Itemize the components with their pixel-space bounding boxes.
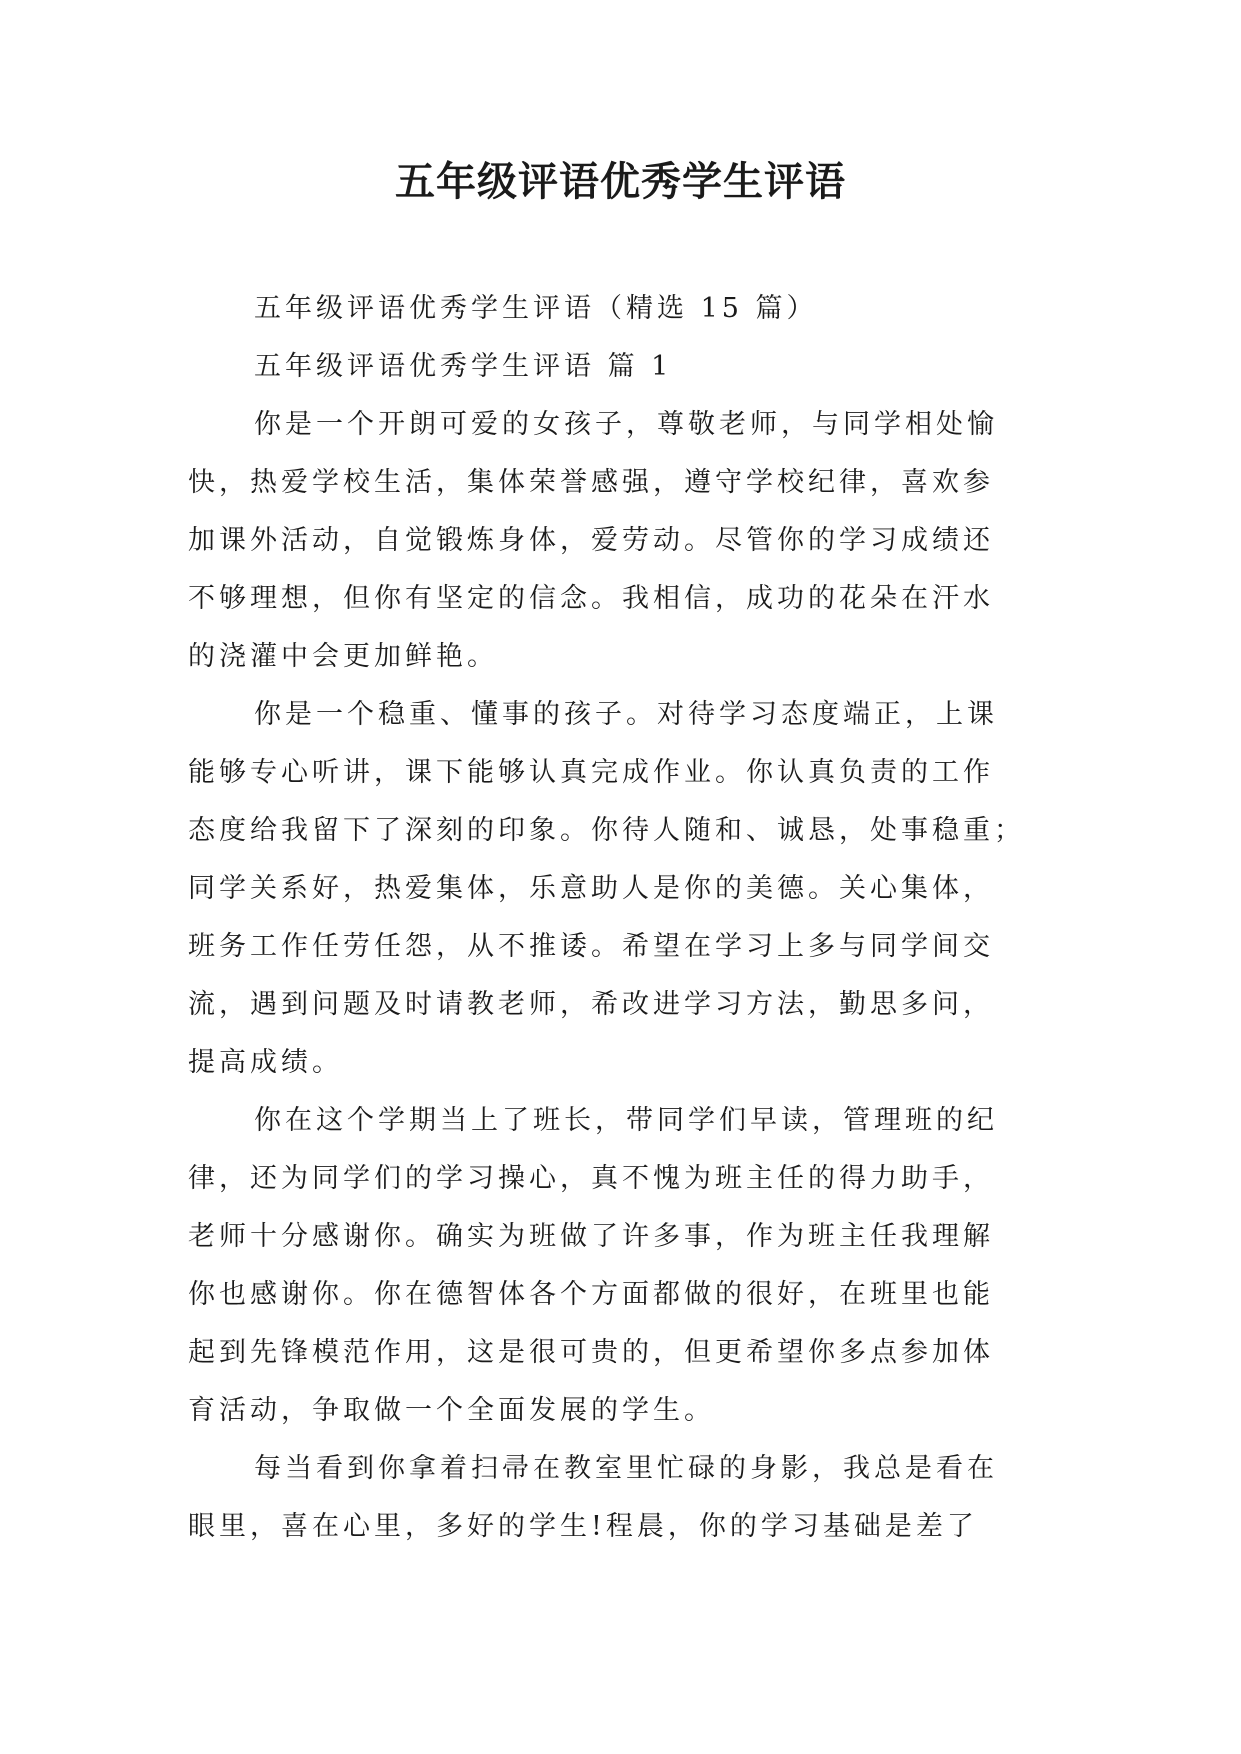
paragraph-line: 老师十分感谢你。确实为班做了许多事，作为班主任我理解	[188, 1221, 994, 1252]
paragraph-line: 你也感谢你。你在德智体各个方面都做的很好，在班里也能	[188, 1279, 994, 1310]
document-title: 五年级评语优秀学生评语	[395, 159, 846, 205]
document-subtitle: 五年级评语优秀学生评语（精选 15 篇）	[254, 293, 818, 324]
paragraph-line: 起到先锋模范作用，这是很可贵的，但更希望你多点参加体	[188, 1337, 994, 1368]
paragraph-3	[188, 1092, 1068, 1440]
paragraph-1	[188, 396, 1068, 686]
paragraph-line: 加课外活动，自觉锻炼身体，爱劳动。尽管你的学习成绩还	[188, 525, 994, 556]
paragraph-line: 眼里，喜在心里，多好的学生!程晨，你的学习基础是差了	[188, 1511, 978, 1542]
paragraph-line: 能够专心听讲，课下能够认真完成作业。你认真负责的工作	[188, 757, 994, 788]
paragraph-line: 态度给我留下了深刻的印象。你待人随和、诚恳，处事稳重；	[188, 815, 1025, 846]
document-body	[188, 280, 1068, 1556]
paragraph-2	[188, 686, 1068, 1092]
paragraph-line: 律，还为同学们的学习操心，真不愧为班主任的得力助手，	[188, 1163, 994, 1194]
paragraph-line: 提高成绩。	[188, 1047, 343, 1078]
paragraph-line: 育活动，争取做一个全面发展的学生。	[188, 1395, 715, 1426]
paragraph-line: 你是一个开朗可爱的女孩子，尊敬老师，与同学相处愉	[254, 409, 998, 440]
paragraph-line: 的浇灌中会更加鲜艳。	[188, 641, 498, 672]
paragraph-line: 不够理想，但你有坚定的信念。我相信，成功的花朵在汗水	[188, 583, 994, 614]
paragraph-line: 班务工作任劳任怨，从不推诿。希望在学习上多与同学间交	[188, 931, 994, 962]
paragraph-line: 快，热爱学校生活，集体荣誉感强，遵守学校纪律，喜欢参	[188, 467, 994, 498]
paragraph-line: 你在这个学期当上了班长，带同学们早读，管理班的纪	[254, 1105, 998, 1136]
paragraph-line: 你是一个稳重、懂事的孩子。对待学习态度端正，上课	[254, 699, 998, 730]
paragraph-line: 流，遇到问题及时请教老师，希改进学习方法，勤思多问，	[188, 989, 994, 1020]
paragraph-line: 每当看到你拿着扫帚在教室里忙碌的身影，我总是看在	[254, 1453, 998, 1484]
section-heading: 五年级评语优秀学生评语 篇 1	[254, 351, 673, 382]
paragraph-line: 同学关系好，热爱集体，乐意助人是你的美德。关心集体，	[188, 873, 994, 904]
paragraph-4	[188, 1440, 1068, 1556]
